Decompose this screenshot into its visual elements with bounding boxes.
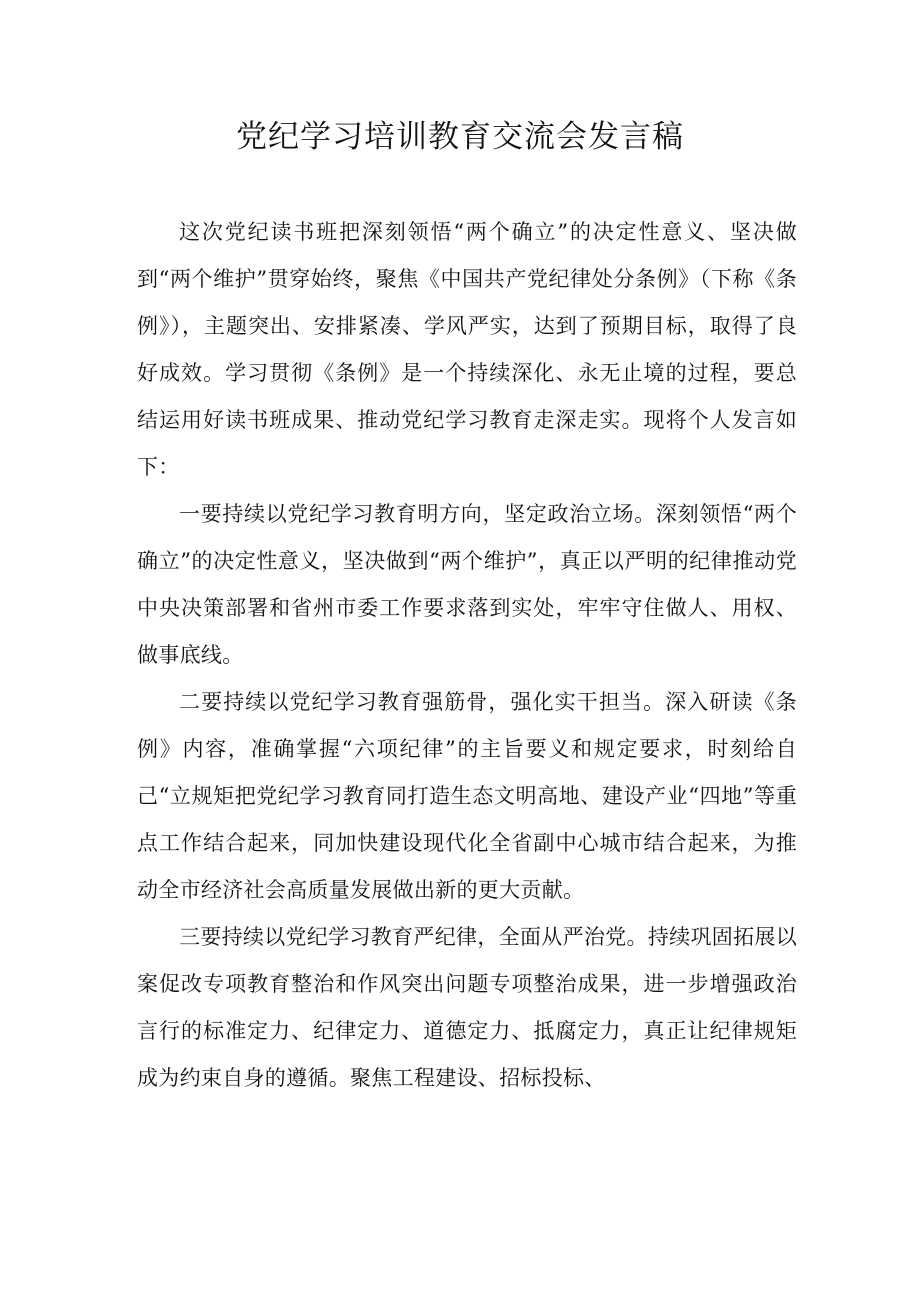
paragraph-point-two: 二要持续以党纪学习教育强筋骨，强化实干担当。深入研读《条例》内容，准确掌握“六项纪律”的主旨要义和规定要求，时刻给自己“立规矩把党纪学习教育同打造生态文明高地、建设产业“四地”等重点工作结合起来，同加快建设现代化全省副中心城市结合起来，为推动全市经济社会高质量发展做出新的更大贡献。 [137, 690, 797, 902]
paragraph-point-three: 三要持续以党纪学习教育严纪律，全面从严治党。持续巩固拓展以案促改专项教育整治和作风突出问题专项整治成果，进一步增强政治言行的标准定力、纪律定力、道德定力、抵腐定力，真正让纪律规矩成为约束自身的遵循。聚焦工程建设、招标投标、 [137, 925, 797, 1090]
paragraph-point-one: 一要持续以党纪学习教育明方向，坚定政治立场。深刻领悟“两个确立”的决定性意义，坚决做到“两个维护”，真正以严明的纪律推动党中央决策部署和省州市委工作要求落到实处，牢牢守住做人、用权、做事底线。 [137, 502, 797, 667]
document-title: 党纪学习培训教育交流会发言稿 [236, 119, 684, 155]
paragraph-intro: 这次党纪读书班把深刻领悟“两个确立”的决定性意义、坚决做到“两个维护”贯穿始终，聚焦《中国共产党纪律处分条例》（下称《条例》），主题突出、安排紧凑、学风严实，达到了预期目标，取得了良好成效。学习贯彻《条例》是一个持续深化、永无止境的过程，要总结运用好读书班成果、推动党纪学习教育走深走实。现将个人发言如下： [137, 220, 797, 479]
document-body [137, 209, 797, 1102]
